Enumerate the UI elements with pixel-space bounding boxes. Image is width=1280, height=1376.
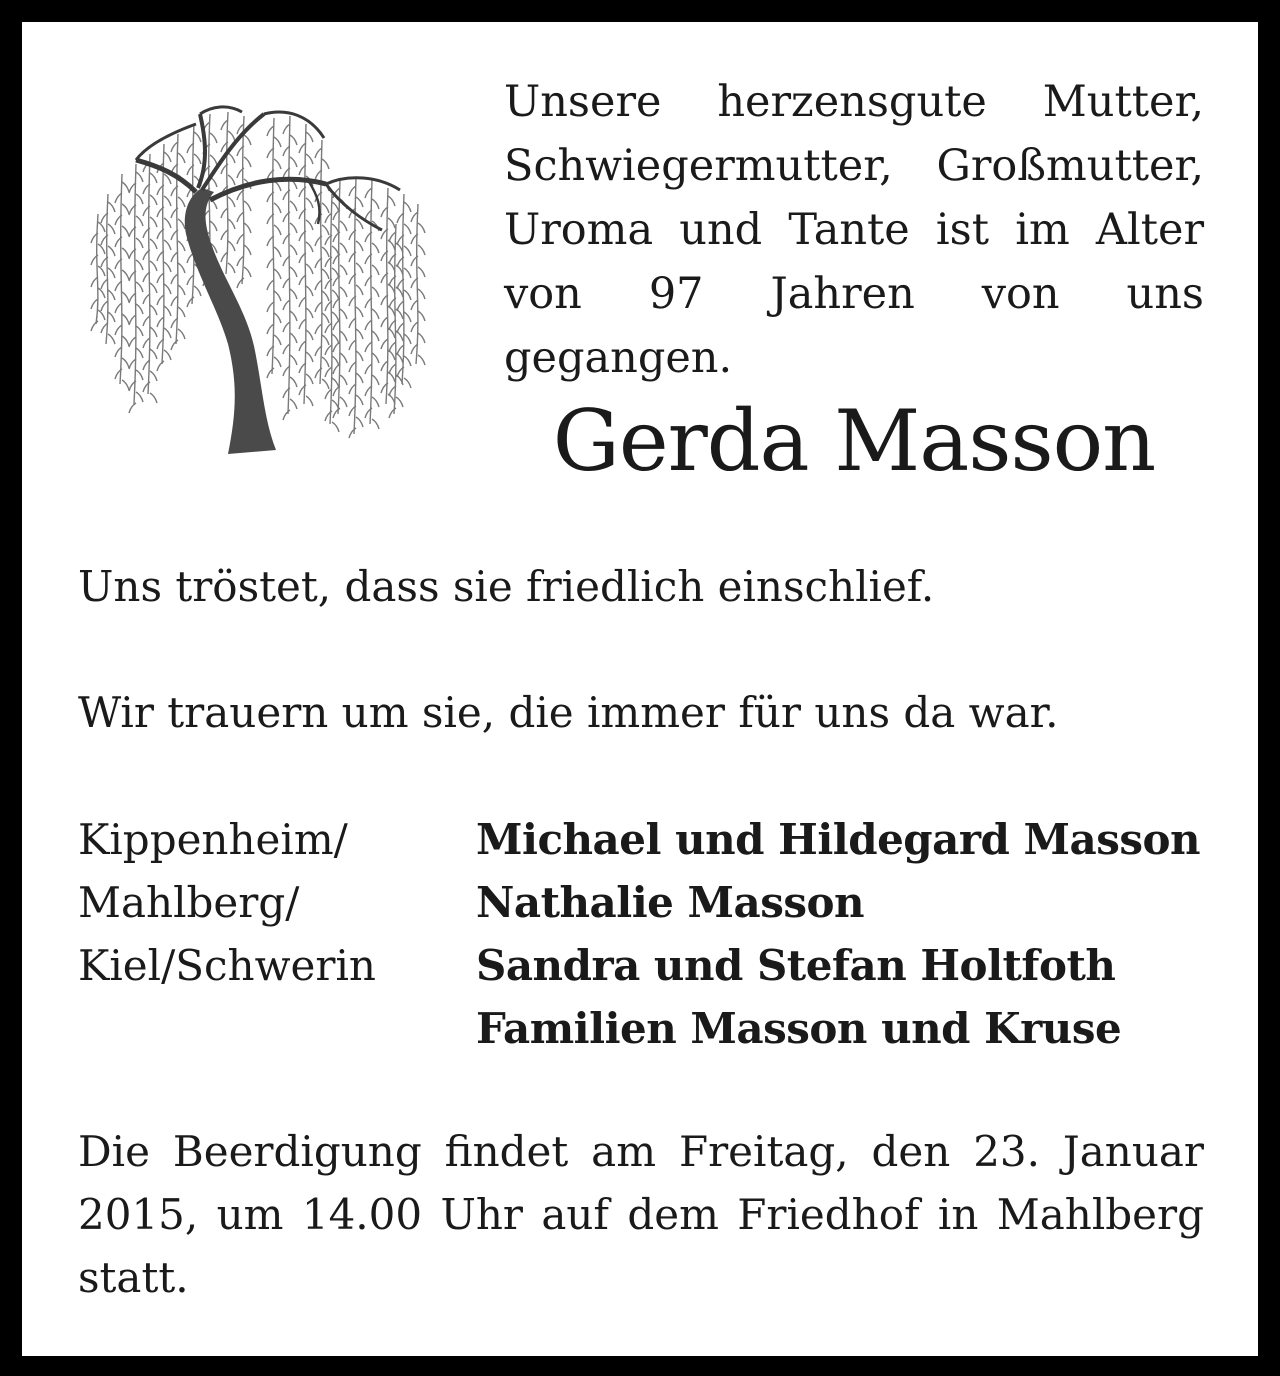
burial-text — [78, 1120, 1204, 1309]
burial-line: statt. — [78, 1253, 189, 1302]
intro-line: Schwiegermutter, Großmutter, — [504, 141, 1204, 191]
comfort-text: Uns tröstet, dass sie friedlich einschlief. — [78, 562, 935, 611]
intro-line: von 97 Jahren von uns gegangen. — [504, 269, 1204, 383]
mourner-name: Nathalie Masson — [476, 878, 865, 927]
obituary-notice — [22, 22, 1258, 1356]
mourner-name: Michael und Hildegard Masson — [476, 815, 1201, 864]
mourner-name: Sandra und Stefan Holtfoth — [476, 941, 1116, 990]
place-item: Kippenheim/ — [78, 815, 348, 864]
intro-text — [504, 70, 1204, 390]
burial-line: 2015, um 14.00 Uhr auf dem Friedhof in Mahlberg — [78, 1190, 1204, 1239]
weeping-willow-icon — [78, 84, 448, 464]
mourning-text: Wir trauern um sie, die immer für uns da war. — [78, 688, 1059, 737]
deceased-name: Gerda Masson — [552, 392, 1156, 490]
burial-line: Die Beerdigung findet am Freitag, den 23. Januar — [78, 1127, 1204, 1176]
mourner-names-list — [476, 808, 1216, 1060]
places-list — [78, 808, 458, 997]
mourner-name: Familien Masson und Kruse — [476, 1004, 1122, 1053]
place-item: Kiel/Schwerin — [78, 941, 376, 990]
intro-line: Uroma und Tante ist im Alter — [504, 205, 1204, 255]
place-item: Mahlberg/ — [78, 878, 300, 927]
intro-line: Unsere herzensgute Mutter, — [504, 77, 1204, 127]
